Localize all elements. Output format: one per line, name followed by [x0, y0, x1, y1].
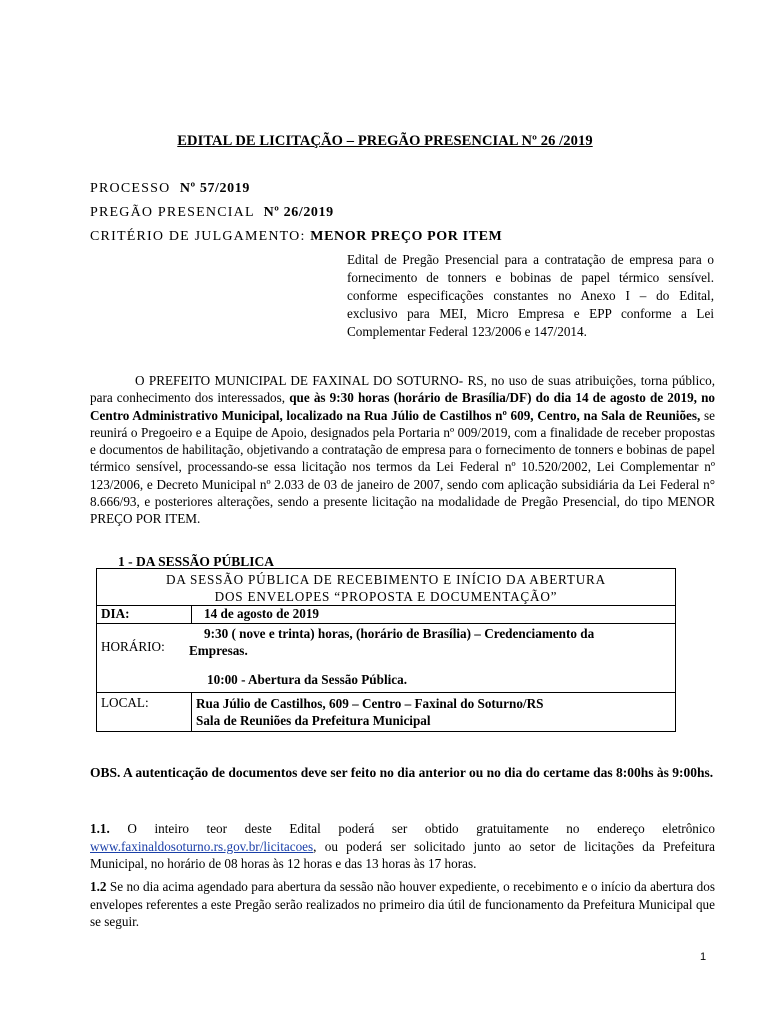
- session-table-header: [97, 569, 676, 606]
- licitacoes-link[interactable]: www.faxinaldosoturno.rs.gov.br/licitacoes: [90, 838, 314, 854]
- intro-paragraph: [90, 372, 715, 528]
- processo-value: Nº 57/2019: [179, 181, 250, 196]
- paragraph-1-1-text-1: O inteiro teor deste Edital poderá ser obtido gratuitamente no endereço eletrônico: [109, 821, 715, 836]
- processo-line: [90, 181, 250, 197]
- horario-row: [97, 624, 676, 693]
- criterio-label: CRITÉRIO DE JULGAMENTO:: [90, 229, 306, 244]
- horario-values: [189, 624, 675, 692]
- paragraph-1-1-text-2: , ou poderá ser solicitado junto ao setor de licitações da Prefeitura Municipal, no horário de 08 horas às 12 horas e das 13 horas às 17 horas.: [90, 838, 715, 871]
- processo-label: PROCESSO: [90, 181, 171, 196]
- paragraph-1-2: [90, 878, 715, 931]
- session-table: [96, 568, 676, 732]
- session-table-header-line-1: DA SESSÃO PÚBLICA DE RECEBIMENTO E INÍCIO DA ABERTURA: [166, 572, 606, 587]
- horario-value-1-line-2: Empresas.: [189, 643, 248, 658]
- local-value: [192, 693, 676, 732]
- pregao-label: PREGÃO PRESENCIAL: [90, 205, 255, 220]
- document-title: EDITAL DE LICITAÇÃO – PREGÃO PRESENCIAL Nº 26 /2019: [177, 133, 593, 149]
- paragraph-1-1: [90, 820, 715, 873]
- obs-note: OBS. A autenticação de documentos deve ser feito no dia anterior ou no dia do certame das 8:00hs às 9:00hs.: [90, 765, 714, 780]
- page-number: 1: [700, 951, 707, 963]
- intro-text-1: O PREFEITO MUNICIPAL DE FAXINAL DO SOTURNO- RS, no uso de suas atribuições, torna público, para conhecimento dos interessados,: [90, 373, 715, 406]
- edital-summary: Edital de Pregão Presencial para a contratação de empresa para o fornecimento de tonners e bobinas de papel térmico sensível. conforme especificações constantes no Anexo I – do Edital, exclusivo para MEI, Micro Empresa e EPP conforme a Lei Complementar Federal 123/2006 e 147/2014.: [347, 252, 714, 339]
- intro-bold-text: que às 9:30 horas (horário de Brasília/DF) do dia 14 de agosto de 2019, no Centro Administrativo Municipal, localizado na Rua Júlio de Castilhos nº 609, Centro, na Sala de Reuniões,: [90, 390, 715, 423]
- local-label: LOCAL:: [97, 693, 192, 732]
- local-line-2: Sala de Reuniões da Prefeitura Municipal: [196, 713, 431, 728]
- paragraph-1-2-text: Se no dia acima agendado para abertura da sessão não houver expediente, o recebimento e o início da abertura dos envelopes referentes a este Pregão serão realizados no primeiro dia útil de funcionamento da Prefeitura Municipal que se seguir.: [90, 879, 715, 929]
- paragraph-1-2-number: 1.2: [90, 879, 107, 894]
- pregao-value: Nº 26/2019: [263, 205, 334, 220]
- horario-label: HORÁRIO:: [101, 639, 165, 654]
- horario-value-1-line-1: 9:30 ( nove e trinta) horas, (horário de Brasília) – Credenciamento da: [204, 626, 595, 641]
- criterio-line: [90, 229, 502, 245]
- criterio-value: MENOR PREÇO POR ITEM: [310, 229, 503, 244]
- dia-value: 14 de agosto de 2019: [192, 606, 676, 624]
- horario-value-2: 10:00 - Abertura da Sessão Pública.: [207, 672, 408, 687]
- session-table-header-line-2: DOS ENVELOPES “PROPOSTA E DOCUMENTAÇÃO”: [214, 589, 558, 604]
- section-1-heading: 1 - DA SESSÃO PÚBLICA: [118, 554, 275, 569]
- paragraph-1-1-number: 1.1.: [90, 821, 110, 836]
- dia-label: DIA:: [97, 606, 192, 624]
- local-line-1: Rua Júlio de Castilhos, 609 – Centro – Faxinal do Soturno/RS: [196, 696, 544, 711]
- pregao-line: [90, 205, 334, 221]
- intro-text-2: se reunirá o Pregoeiro e a Equipe de Apoio, designados pela Portaria nº 009/2019, com a finalidade de receber propostas e documentos de habilitação, objetivando a contratação de empresa para o fornecimento de tonners e bobinas de papel térmico sensível, processando-se essa licitação nos termos da Lei Federal nº 10.520/2002, Lei Complementar nº 123/2006, e Decreto Municipal nº 2.033 de 03 de janeiro de 2007, sendo com aplicação subsidiária da Lei Federal n° 8.666/93, e posteriores alterações, sendo a presente licitação na modalidade de Pregão Presencial, do tipo MENOR PREÇO POR ITEM.: [90, 407, 715, 527]
